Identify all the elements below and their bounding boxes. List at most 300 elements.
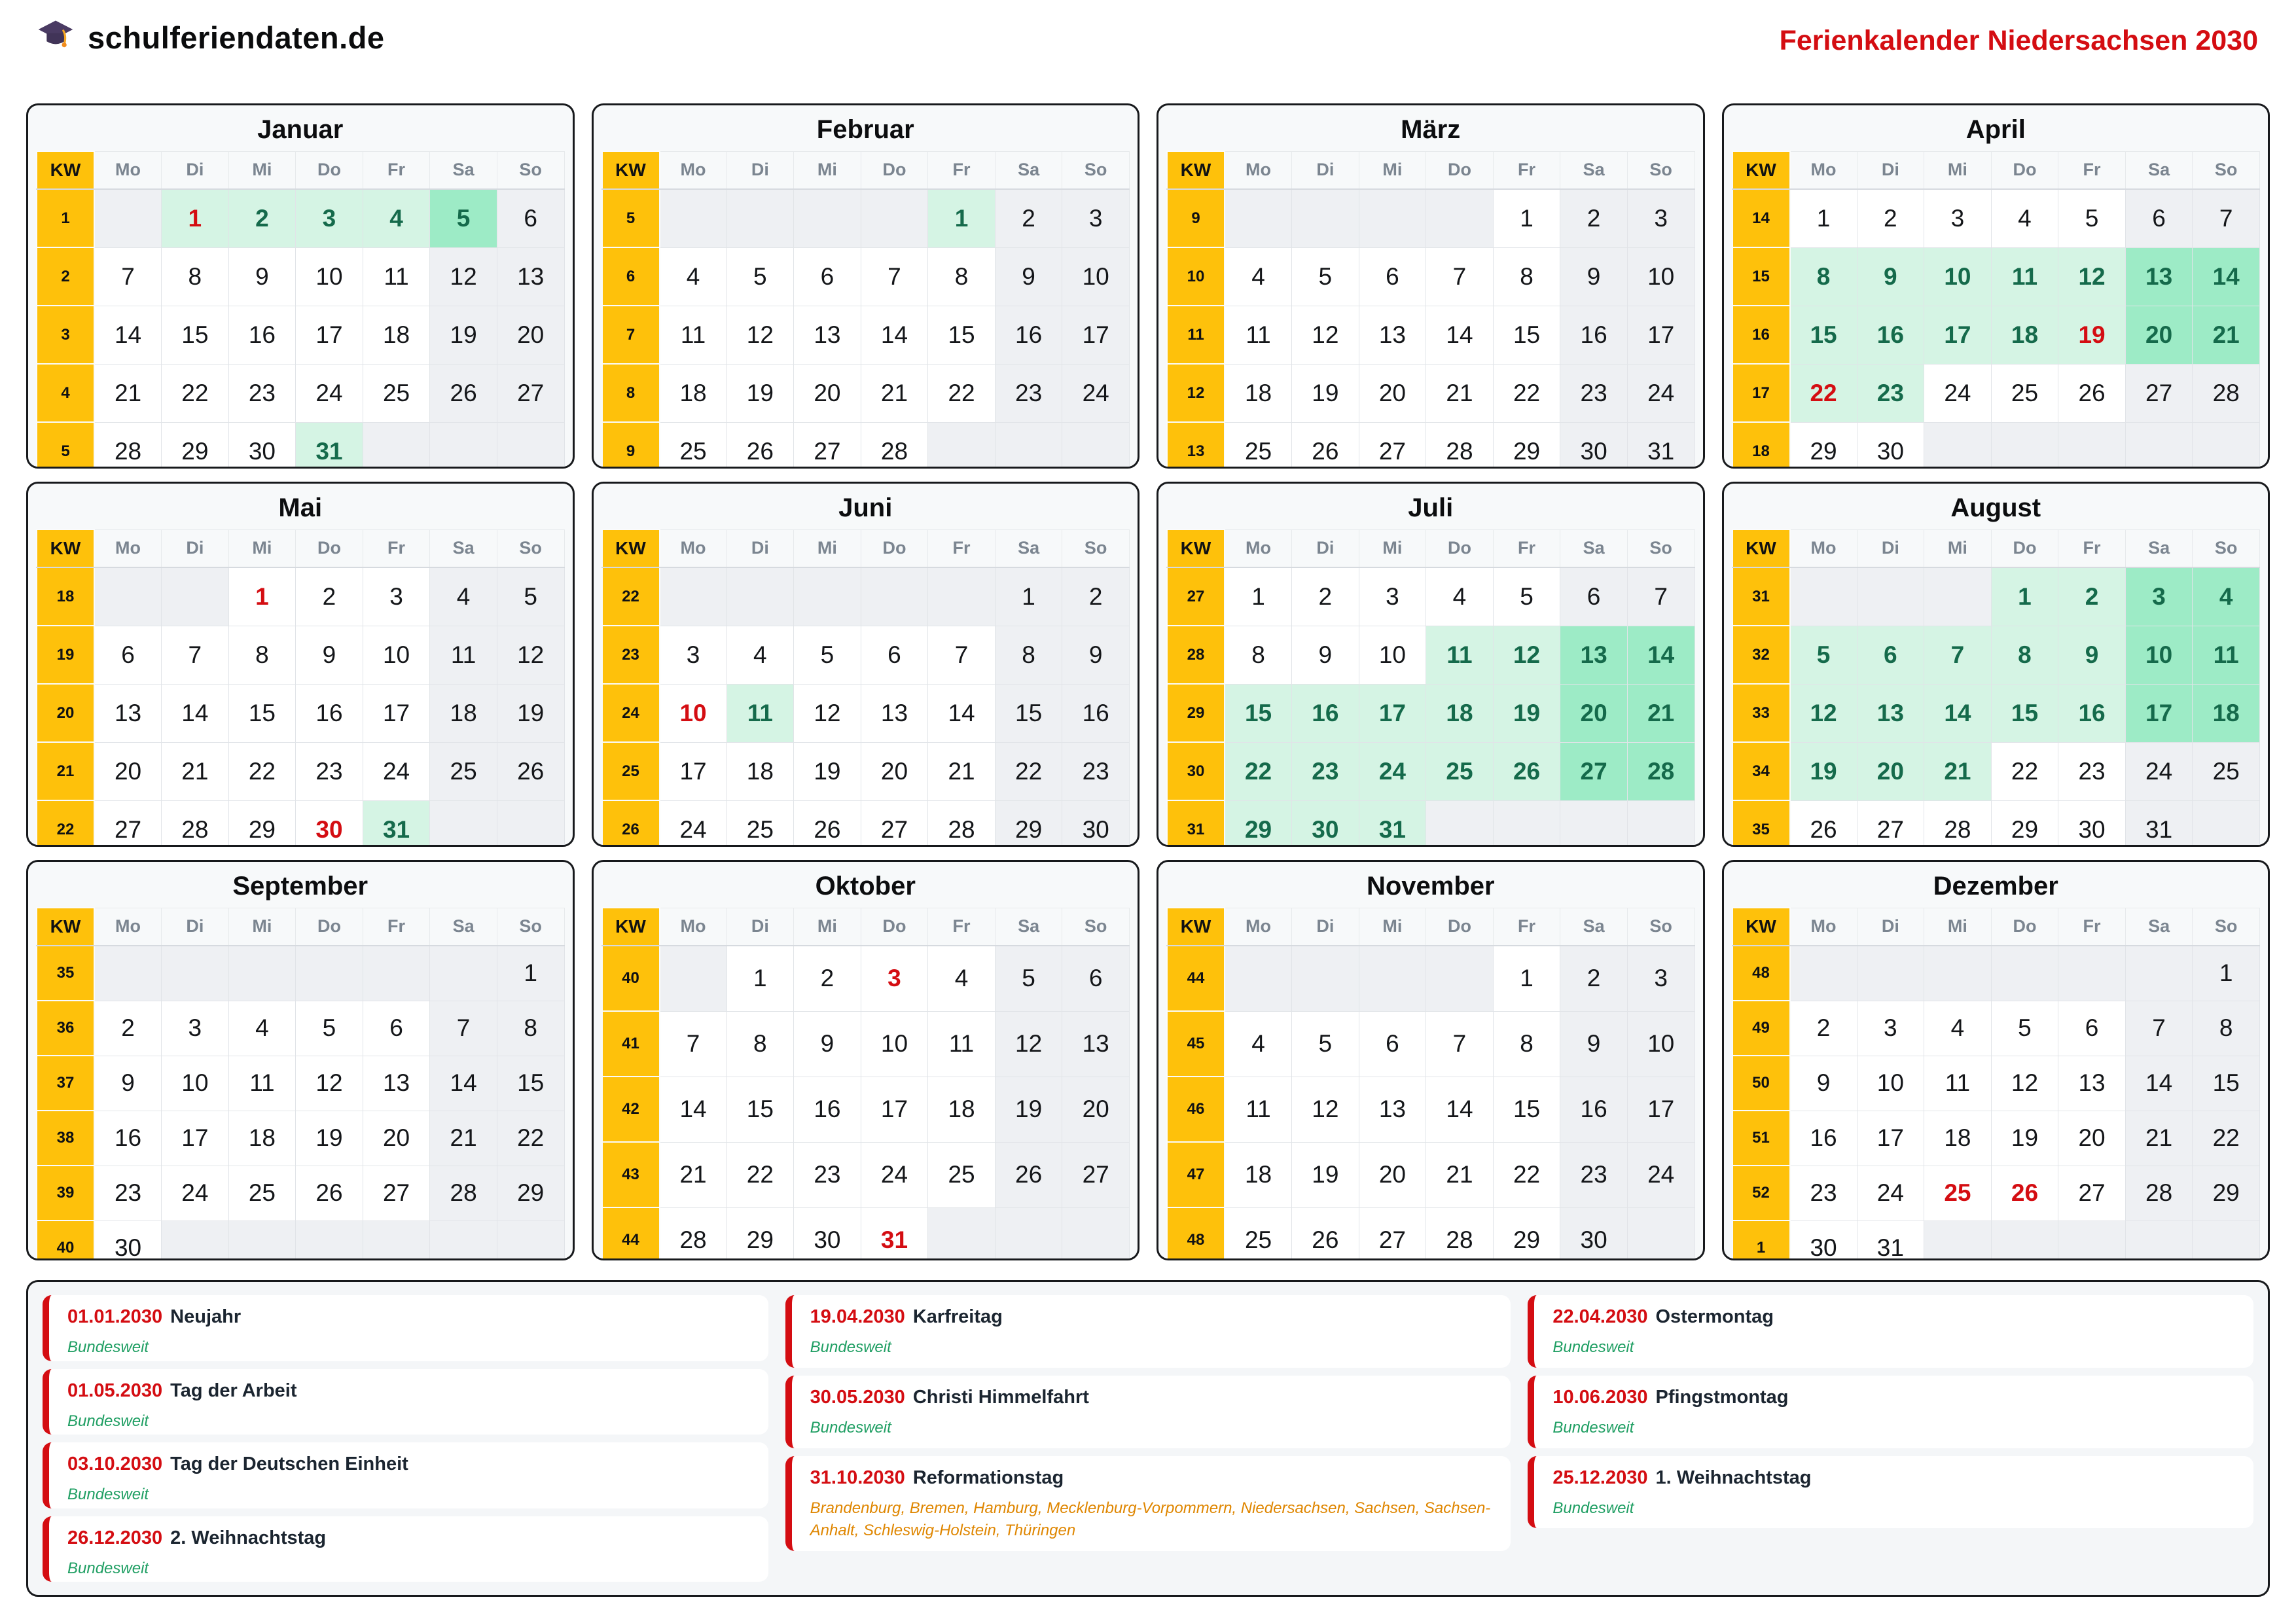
weekday-header-cell: Mi (794, 151, 861, 189)
week-row (602, 684, 1130, 742)
kw-cell: 21 (37, 742, 94, 800)
weekday-header-cell: Fr (363, 529, 430, 567)
weekday-header-cell: So (497, 151, 564, 189)
day-cell: 5 (794, 626, 861, 684)
legend-column (1528, 1295, 2253, 1582)
day-cell: 21 (1924, 742, 1992, 800)
day-cell: 16 (1560, 306, 1628, 364)
day-cell: 23 (995, 364, 1062, 422)
month-title: Juli (1408, 493, 1454, 522)
day-cell: 6 (1560, 567, 1628, 626)
week-row (602, 1011, 1130, 1077)
day-cell: 18 (928, 1077, 996, 1142)
day-cell: 14 (2193, 247, 2260, 306)
day-cell: 23 (1062, 742, 1130, 800)
day-cell: 16 (94, 1111, 162, 1166)
kw-cell: 39 (37, 1166, 94, 1221)
weekday-header-cell: Di (1857, 151, 1924, 189)
week-row (1167, 1077, 1695, 1142)
week-row (37, 1111, 564, 1166)
weekday-header-cell: Di (1292, 151, 1359, 189)
holiday-line (810, 1387, 1496, 1408)
day-cell: 14 (660, 1077, 727, 1142)
day-cell: 10 (1924, 247, 1992, 306)
holiday-scope: Bundesweit (810, 1418, 891, 1436)
day-cell: 18 (228, 1111, 296, 1166)
day-cell: 28 (2193, 364, 2260, 422)
holiday-name: Tag der Deutschen Einheit (170, 1454, 408, 1474)
day-cell: 17 (1062, 306, 1130, 364)
day-cell: 25 (228, 1166, 296, 1221)
kw-header-cell: KW (1732, 908, 1790, 946)
day-cell: 14 (928, 684, 996, 742)
day-cell: 14 (1924, 684, 1992, 742)
day-cell: 5 (497, 567, 564, 626)
day-cell: 24 (363, 742, 430, 800)
day-cell: 2 (2058, 567, 2126, 626)
kw-cell: 4 (37, 364, 94, 422)
day-cell: 6 (497, 189, 564, 247)
day-cell: 2 (1292, 567, 1359, 626)
day-cell: 13 (1359, 1077, 1426, 1142)
week-row (1732, 742, 2260, 800)
day-cell (1991, 946, 2058, 1001)
day-cell: 3 (162, 1001, 229, 1056)
day-cell: 26 (497, 742, 564, 800)
holiday-line (67, 1306, 753, 1328)
holiday-name: Tag der Arbeit (170, 1380, 297, 1401)
day-cell (1359, 946, 1426, 1011)
day-cell (2125, 1221, 2193, 1260)
holiday-date: 22.04.2030 (1552, 1306, 1648, 1327)
day-cell: 17 (1857, 1111, 1924, 1166)
weekday-header-cell: Mi (794, 908, 861, 946)
weekday-header-cell: Mi (228, 908, 296, 946)
day-cell: 23 (794, 1142, 861, 1207)
day-cell: 14 (430, 1056, 497, 1111)
day-cell: 1 (726, 946, 794, 1011)
day-cell: 11 (1924, 1056, 1992, 1111)
day-cell: 22 (1493, 364, 1560, 422)
day-cell: 24 (1062, 364, 1130, 422)
day-cell: 25 (1426, 742, 1494, 800)
day-cell: 18 (660, 364, 727, 422)
week-row (602, 1077, 1130, 1142)
day-cell: 14 (861, 306, 928, 364)
day-cell: 8 (2193, 1001, 2260, 1056)
weekday-header-row (1732, 151, 2260, 189)
day-cell (2125, 422, 2193, 469)
day-cell: 12 (1790, 684, 1857, 742)
day-cell: 4 (363, 189, 430, 247)
month-title: Mai (278, 493, 323, 522)
day-cell: 24 (861, 1142, 928, 1207)
day-cell: 4 (2193, 567, 2260, 626)
week-row (1167, 364, 1695, 422)
day-cell (660, 189, 727, 247)
day-cell: 30 (296, 800, 363, 847)
holiday-name: Neujahr (170, 1306, 242, 1327)
holiday-date: 01.01.2030 (67, 1306, 163, 1327)
kw-cell: 3 (37, 306, 94, 364)
day-cell: 18 (726, 742, 794, 800)
day-cell: 7 (660, 1011, 727, 1077)
day-cell: 28 (1924, 800, 1992, 847)
holiday-name: Pfingstmontag (1655, 1386, 1789, 1408)
weekday-header-cell: Mo (94, 908, 162, 946)
day-cell: 24 (660, 800, 727, 847)
day-cell: 13 (861, 684, 928, 742)
day-cell (430, 946, 497, 1001)
kw-cell: 29 (1167, 684, 1225, 742)
day-cell: 8 (1991, 626, 2058, 684)
day-cell: 3 (363, 567, 430, 626)
holiday-line (1552, 1306, 2238, 1328)
day-cell: 11 (1225, 1077, 1292, 1142)
week-row (1732, 247, 2260, 306)
day-cell: 25 (363, 364, 430, 422)
weekday-header-cell: Fr (363, 151, 430, 189)
day-cell: 4 (1225, 247, 1292, 306)
holiday-line (810, 1306, 1496, 1328)
day-cell: 8 (928, 247, 996, 306)
kw-cell: 30 (1167, 742, 1225, 800)
day-cell: 29 (995, 800, 1062, 847)
holiday-scope: Bundesweit (810, 1338, 891, 1356)
day-cell: 24 (1359, 742, 1426, 800)
day-cell: 1 (162, 189, 229, 247)
day-cell: 3 (861, 946, 928, 1011)
day-cell (1857, 567, 1924, 626)
day-cell: 23 (296, 742, 363, 800)
weekday-header-cell: Fr (928, 529, 996, 567)
kw-cell: 12 (1167, 364, 1225, 422)
month-title: September (232, 872, 368, 901)
day-cell: 18 (363, 306, 430, 364)
day-cell: 16 (1857, 306, 1924, 364)
kw-cell: 9 (602, 422, 660, 469)
weekday-header-row (1732, 908, 2260, 946)
day-cell: 19 (794, 742, 861, 800)
kw-header-cell: KW (1732, 529, 1790, 567)
day-cell: 30 (1062, 800, 1130, 847)
day-cell: 6 (2125, 189, 2193, 247)
week-row (37, 800, 564, 847)
day-cell: 20 (497, 306, 564, 364)
weekday-header-row (37, 151, 564, 189)
day-cell: 9 (995, 247, 1062, 306)
day-cell: 13 (363, 1056, 430, 1111)
kw-cell: 50 (1732, 1056, 1790, 1111)
weekday-header-cell: Mo (1790, 151, 1857, 189)
page-title: Ferienkalender Niedersachsen 2030 (1779, 25, 2258, 56)
kw-header-cell: KW (37, 151, 94, 189)
weekday-header-cell: Mi (1359, 529, 1426, 567)
day-cell: 6 (94, 626, 162, 684)
day-cell (794, 189, 861, 247)
day-cell: 27 (363, 1166, 430, 1221)
weekday-header-cell: Sa (2125, 151, 2193, 189)
day-cell: 4 (1426, 567, 1494, 626)
day-cell: 7 (2193, 189, 2260, 247)
day-cell: 1 (1790, 189, 1857, 247)
kw-header-cell: KW (602, 529, 660, 567)
day-cell: 17 (1359, 684, 1426, 742)
day-cell: 2 (228, 189, 296, 247)
day-cell: 27 (497, 364, 564, 422)
month-title: März (1401, 115, 1461, 144)
day-cell: 31 (296, 422, 363, 469)
month-table (601, 151, 1130, 469)
weekday-header-cell: Mo (1225, 529, 1292, 567)
day-cell: 15 (726, 1077, 794, 1142)
day-cell: 18 (2193, 684, 2260, 742)
day-cell: 5 (1790, 626, 1857, 684)
day-cell: 19 (1493, 684, 1560, 742)
day-cell: 5 (2058, 189, 2126, 247)
day-cell: 17 (2125, 684, 2193, 742)
kw-cell: 43 (602, 1142, 660, 1207)
day-cell: 20 (1560, 684, 1628, 742)
day-cell: 23 (1560, 364, 1628, 422)
weekday-header-row (1167, 151, 1695, 189)
day-cell: 14 (162, 684, 229, 742)
month-table (1732, 529, 2261, 847)
day-cell (861, 189, 928, 247)
day-cell: 3 (660, 626, 727, 684)
day-cell: 25 (928, 1142, 996, 1207)
day-cell: 22 (1790, 364, 1857, 422)
month-calendar (1157, 482, 1705, 847)
weekday-header-cell: Mo (660, 908, 727, 946)
weekday-header-cell: So (497, 908, 564, 946)
month-table (1166, 907, 1695, 1260)
day-cell: 27 (1062, 1142, 1130, 1207)
weekday-header-cell: So (1062, 529, 1130, 567)
day-cell: 25 (726, 800, 794, 847)
weekday-header-cell: Di (1292, 529, 1359, 567)
day-cell: 22 (726, 1142, 794, 1207)
holiday-scope: Bundesweit (67, 1559, 149, 1577)
week-row (1732, 626, 2260, 684)
day-cell: 23 (1292, 742, 1359, 800)
kw-cell: 47 (1167, 1142, 1225, 1207)
day-cell: 8 (1225, 626, 1292, 684)
week-row (1167, 742, 1695, 800)
month-title: April (1965, 115, 2026, 144)
month-calendar (592, 482, 1140, 847)
day-cell: 16 (228, 306, 296, 364)
day-cell (2193, 422, 2260, 469)
weekday-header-cell: Do (1991, 908, 2058, 946)
holiday-date: 19.04.2030 (810, 1306, 905, 1327)
day-cell: 8 (162, 247, 229, 306)
day-cell: 19 (497, 684, 564, 742)
day-cell (861, 567, 928, 626)
day-cell: 9 (1292, 626, 1359, 684)
holiday-date: 03.10.2030 (67, 1454, 163, 1474)
day-cell: 7 (94, 247, 162, 306)
month-calendar (1722, 860, 2270, 1260)
day-cell (228, 946, 296, 1001)
holiday-scope: Bundesweit (1552, 1338, 1634, 1356)
day-cell: 20 (861, 742, 928, 800)
week-row (1167, 626, 1695, 684)
weekday-header-cell: Di (1857, 529, 1924, 567)
day-cell: 7 (162, 626, 229, 684)
day-cell: 30 (1560, 422, 1628, 469)
month-table (1732, 907, 2261, 1260)
weekday-header-cell: So (1062, 151, 1130, 189)
month-title: Juni (838, 493, 893, 522)
day-cell: 30 (1790, 1221, 1857, 1260)
day-cell (363, 946, 430, 1001)
weekday-header-row (602, 529, 1130, 567)
day-cell: 19 (1292, 1142, 1359, 1207)
day-cell: 15 (1790, 306, 1857, 364)
week-row (602, 364, 1130, 422)
day-cell: 12 (794, 684, 861, 742)
kw-cell: 1 (37, 189, 94, 247)
week-row (37, 422, 564, 469)
day-cell (1924, 567, 1992, 626)
week-row (1732, 567, 2260, 626)
weekday-header-cell: Do (1426, 529, 1494, 567)
day-cell: 28 (1627, 742, 1695, 800)
day-cell: 6 (2058, 1001, 2126, 1056)
day-cell: 27 (861, 800, 928, 847)
week-row (1732, 1221, 2260, 1260)
day-cell: 6 (1857, 626, 1924, 684)
day-cell: 15 (1493, 306, 1560, 364)
day-cell: 30 (1292, 800, 1359, 847)
day-cell: 25 (660, 422, 727, 469)
kw-cell: 11 (1167, 306, 1225, 364)
holiday-name: Reformationstag (912, 1467, 1064, 1488)
holiday-date: 01.05.2030 (67, 1380, 163, 1401)
day-cell: 11 (928, 1011, 996, 1077)
week-row (37, 1001, 564, 1056)
weekday-header-cell: Sa (1560, 151, 1628, 189)
day-cell: 5 (430, 189, 497, 247)
day-cell: 26 (2058, 364, 2126, 422)
weekday-header-cell: Do (1426, 908, 1494, 946)
day-cell: 24 (296, 364, 363, 422)
weekday-header-cell: Mo (1790, 529, 1857, 567)
day-cell (2058, 1221, 2126, 1260)
weekday-header-cell: Mo (1225, 151, 1292, 189)
day-cell (1627, 1207, 1695, 1260)
week-row (602, 626, 1130, 684)
weekday-header-cell: Mo (1225, 908, 1292, 946)
weekday-header-cell: Do (861, 151, 928, 189)
day-cell: 8 (228, 626, 296, 684)
day-cell (2125, 946, 2193, 1001)
day-cell: 5 (726, 247, 794, 306)
kw-header-cell: KW (602, 908, 660, 946)
day-cell (1225, 946, 1292, 1011)
day-cell: 29 (228, 800, 296, 847)
kw-header-cell: KW (1732, 151, 1790, 189)
weekday-header-cell: Fr (1493, 529, 1560, 567)
day-cell: 19 (430, 306, 497, 364)
holiday-line (1552, 1467, 2238, 1489)
day-cell: 10 (2125, 626, 2193, 684)
day-cell (928, 567, 996, 626)
weekday-header-cell: Mi (1924, 908, 1992, 946)
holiday-name: Christi Himmelfahrt (912, 1386, 1089, 1408)
day-cell: 25 (2193, 742, 2260, 800)
month-calendar (1722, 482, 2270, 847)
day-cell: 20 (94, 742, 162, 800)
kw-cell: 35 (37, 946, 94, 1001)
day-cell (995, 1207, 1062, 1260)
day-cell: 16 (794, 1077, 861, 1142)
day-cell: 1 (497, 946, 564, 1001)
kw-cell: 31 (1167, 800, 1225, 847)
day-cell: 11 (1991, 247, 2058, 306)
kw-cell: 1 (1732, 1221, 1790, 1260)
day-cell: 21 (430, 1111, 497, 1166)
week-row (602, 247, 1130, 306)
day-cell: 18 (1991, 306, 2058, 364)
month-calendar (1157, 860, 1705, 1260)
day-cell: 24 (1924, 364, 1992, 422)
weekday-header-cell: So (2193, 908, 2260, 946)
day-cell: 30 (94, 1221, 162, 1260)
holiday-legend-card (43, 1516, 768, 1582)
kw-cell: 49 (1732, 1001, 1790, 1056)
kw-cell: 22 (37, 800, 94, 847)
day-cell: 28 (1426, 1207, 1494, 1260)
site-name: schulferiendaten.de (88, 20, 385, 55)
day-cell (94, 567, 162, 626)
weekday-header-cell: Do (861, 529, 928, 567)
day-cell: 4 (660, 247, 727, 306)
kw-cell: 44 (602, 1207, 660, 1260)
day-cell: 4 (928, 946, 996, 1011)
week-row (37, 306, 564, 364)
kw-cell: 36 (37, 1001, 94, 1056)
kw-cell: 31 (1732, 567, 1790, 626)
day-cell: 10 (1627, 1011, 1695, 1077)
day-cell: 2 (1857, 189, 1924, 247)
kw-cell: 45 (1167, 1011, 1225, 1077)
weekday-header-cell: Do (1991, 151, 2058, 189)
month-calendar (26, 860, 575, 1260)
day-cell: 7 (430, 1001, 497, 1056)
day-cell: 17 (1924, 306, 1992, 364)
week-row (1167, 1142, 1695, 1207)
day-cell: 15 (1225, 684, 1292, 742)
day-cell: 26 (1292, 1207, 1359, 1260)
day-cell: 22 (497, 1111, 564, 1166)
day-cell: 15 (228, 684, 296, 742)
day-cell: 3 (1857, 1001, 1924, 1056)
day-cell: 29 (1790, 422, 1857, 469)
day-cell: 16 (296, 684, 363, 742)
kw-cell: 7 (602, 306, 660, 364)
day-cell: 23 (1790, 1166, 1857, 1221)
day-cell: 13 (2058, 1056, 2126, 1111)
day-cell: 28 (660, 1207, 727, 1260)
day-cell (1225, 189, 1292, 247)
day-cell: 13 (794, 306, 861, 364)
day-cell: 22 (995, 742, 1062, 800)
week-row (1167, 1011, 1695, 1077)
week-row (37, 247, 564, 306)
day-cell: 10 (162, 1056, 229, 1111)
